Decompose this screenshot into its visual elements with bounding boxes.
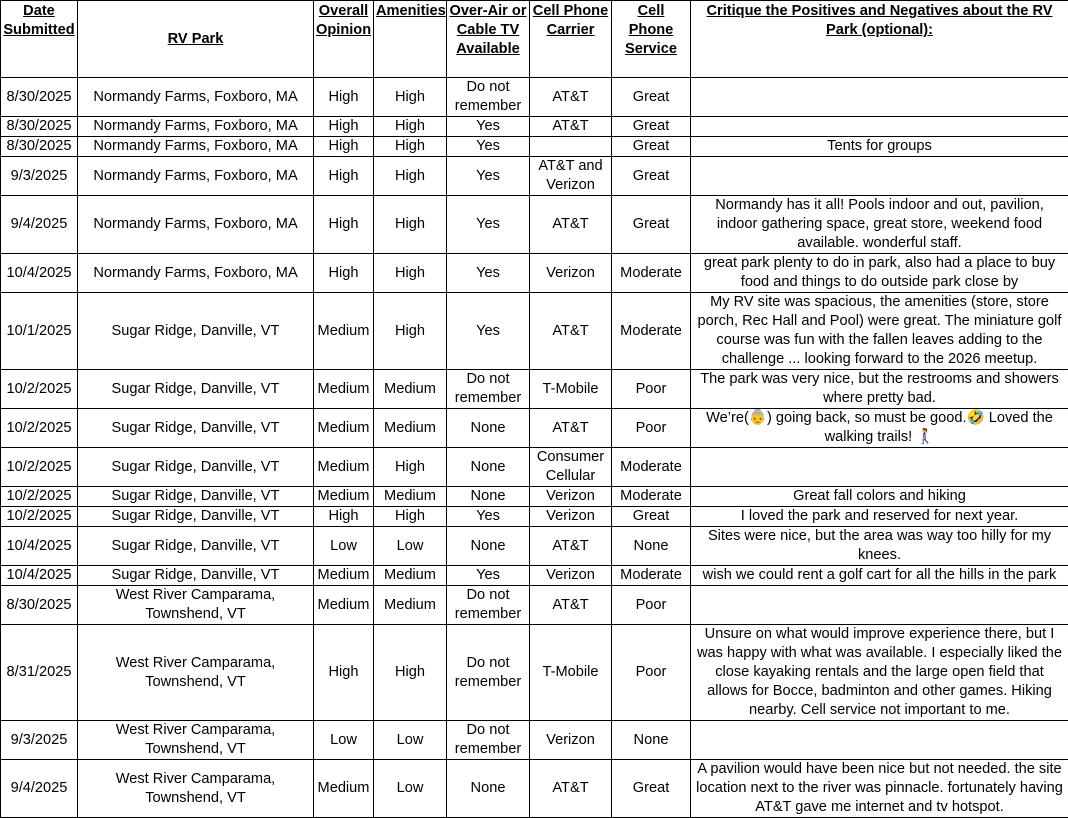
cell-tv: Yes — [447, 507, 530, 527]
cell-rv-park: Normandy Farms, Foxboro, MA — [78, 196, 314, 254]
cell-tv: Do not remember — [447, 721, 530, 760]
cell-service: Moderate — [612, 254, 691, 293]
cell-amenities: High — [374, 117, 447, 137]
cell-amenities: High — [374, 625, 447, 721]
cell-tv: Yes — [447, 293, 530, 370]
cell-date: 10/2/2025 — [1, 487, 78, 507]
cell-carrier: T-Mobile — [530, 370, 612, 409]
cell-carrier — [530, 137, 612, 157]
header-cell-service: Cell Phone Service — [612, 1, 691, 78]
cell-amenities: High — [374, 507, 447, 527]
cell-amenities: Low — [374, 760, 447, 818]
table-row — [1, 625, 1068, 721]
cell-amenities: High — [374, 137, 447, 157]
table-row — [1, 409, 1068, 448]
cell-service: None — [612, 527, 691, 566]
cell-service: Moderate — [612, 448, 691, 487]
cell-date: 10/4/2025 — [1, 254, 78, 293]
table-row — [1, 507, 1068, 527]
cell-tv: None — [447, 760, 530, 818]
cell-date: 10/2/2025 — [1, 448, 78, 487]
cell-critique — [691, 448, 1068, 487]
cell-overall-opinion: High — [314, 117, 374, 137]
cell-service: Great — [612, 78, 691, 117]
cell-carrier: Verizon — [530, 721, 612, 760]
cell-service: Great — [612, 137, 691, 157]
cell-amenities: Medium — [374, 566, 447, 586]
table-row — [1, 157, 1068, 196]
cell-overall-opinion: Medium — [314, 448, 374, 487]
header-tv: Over-Air or Cable TV Available — [447, 1, 530, 78]
cell-critique: Tents for groups — [691, 137, 1068, 157]
header-overall-opinion: Overall Opinion — [314, 1, 374, 78]
cell-date: 9/3/2025 — [1, 721, 78, 760]
cell-service: Great — [612, 157, 691, 196]
cell-date: 10/1/2025 — [1, 293, 78, 370]
header-cell-carrier: Cell Phone Carrier — [530, 1, 612, 78]
cell-carrier: AT&T — [530, 78, 612, 117]
cell-tv: Yes — [447, 566, 530, 586]
cell-date: 8/30/2025 — [1, 586, 78, 625]
cell-amenities: High — [374, 157, 447, 196]
cell-service: Poor — [612, 625, 691, 721]
cell-rv-park: Sugar Ridge, Danville, VT — [78, 487, 314, 507]
cell-critique: great park plenty to do in park, also had a place to buy food and things to do outside park close by — [691, 254, 1068, 293]
cell-amenities: High — [374, 448, 447, 487]
cell-tv: Yes — [447, 137, 530, 157]
cell-date: 10/2/2025 — [1, 507, 78, 527]
cell-amenities: Medium — [374, 409, 447, 448]
cell-carrier: AT&T and Verizon — [530, 157, 612, 196]
cell-critique: A pavilion would have been nice but not needed. the site location next to the river was pinnacle. fortunately having AT&T gave me internet and tv hotspot. — [691, 760, 1068, 818]
table-row — [1, 293, 1068, 370]
cell-overall-opinion: Low — [314, 721, 374, 760]
cell-carrier: AT&T — [530, 196, 612, 254]
cell-critique — [691, 721, 1068, 760]
cell-carrier: T-Mobile — [530, 625, 612, 721]
cell-amenities: High — [374, 78, 447, 117]
cell-rv-park: Sugar Ridge, Danville, VT — [78, 566, 314, 586]
cell-carrier: AT&T — [530, 117, 612, 137]
cell-carrier: Consumer Cellular — [530, 448, 612, 487]
cell-rv-park: West River Camparama, Townshend, VT — [78, 760, 314, 818]
cell-carrier: Verizon — [530, 254, 612, 293]
table-row — [1, 137, 1068, 157]
cell-overall-opinion: Medium — [314, 586, 374, 625]
header-amenities: Amenities — [374, 1, 447, 78]
cell-service: Moderate — [612, 487, 691, 507]
cell-overall-opinion: Medium — [314, 487, 374, 507]
cell-tv: None — [447, 487, 530, 507]
cell-date: 10/2/2025 — [1, 409, 78, 448]
cell-rv-park: Normandy Farms, Foxboro, MA — [78, 117, 314, 137]
cell-carrier: Verizon — [530, 487, 612, 507]
cell-overall-opinion: High — [314, 625, 374, 721]
cell-amenities: High — [374, 196, 447, 254]
cell-date: 8/30/2025 — [1, 117, 78, 137]
cell-tv: None — [447, 527, 530, 566]
cell-critique — [691, 157, 1068, 196]
cell-rv-park: Sugar Ridge, Danville, VT — [78, 370, 314, 409]
cell-overall-opinion: High — [314, 196, 374, 254]
cell-amenities: Medium — [374, 487, 447, 507]
cell-overall-opinion: Medium — [314, 370, 374, 409]
cell-tv: Do not remember — [447, 78, 530, 117]
cell-service: Moderate — [612, 566, 691, 586]
cell-tv: None — [447, 448, 530, 487]
cell-carrier: Verizon — [530, 507, 612, 527]
cell-overall-opinion: High — [314, 78, 374, 117]
cell-carrier: Verizon — [530, 566, 612, 586]
cell-overall-opinion: High — [314, 137, 374, 157]
cell-critique: Sites were nice, but the area was way too hilly for my knees. — [691, 527, 1068, 566]
table-row — [1, 586, 1068, 625]
cell-service: Poor — [612, 586, 691, 625]
cell-carrier: AT&T — [530, 409, 612, 448]
cell-tv: Do not remember — [447, 625, 530, 721]
cell-date: 9/4/2025 — [1, 760, 78, 818]
cell-date: 10/4/2025 — [1, 566, 78, 586]
cell-tv: Do not remember — [447, 370, 530, 409]
cell-overall-opinion: Low — [314, 527, 374, 566]
cell-service: Great — [612, 507, 691, 527]
cell-overall-opinion: High — [314, 157, 374, 196]
cell-critique: I loved the park and reserved for next year. — [691, 507, 1068, 527]
cell-amenities: High — [374, 293, 447, 370]
cell-date: 10/2/2025 — [1, 370, 78, 409]
cell-rv-park: West River Camparama, Townshend, VT — [78, 586, 314, 625]
cell-carrier: AT&T — [530, 760, 612, 818]
cell-tv: Yes — [447, 117, 530, 137]
cell-rv-park: Sugar Ridge, Danville, VT — [78, 448, 314, 487]
cell-overall-opinion: Medium — [314, 760, 374, 818]
cell-critique: My RV site was spacious, the amenities (store, store porch, Rec Hall and Pool) were great. The miniature golf course was fun with the fallen leaves adding to the challenge ... looking forward to the 2026 meetup. — [691, 293, 1068, 370]
cell-critique: wish we could rent a golf cart for all the hills in the park — [691, 566, 1068, 586]
cell-service: Poor — [612, 370, 691, 409]
cell-rv-park: West River Camparama, Townshend, VT — [78, 721, 314, 760]
cell-critique: Unsure on what would improve experience there, but I was happy with what was available. I especially liked the close kayaking rentals and the large open field that allows for Bocce, badminton and other games. Hiking nearby. Cell service not important to me. — [691, 625, 1068, 721]
cell-overall-opinion: Medium — [314, 293, 374, 370]
cell-amenities: Medium — [374, 370, 447, 409]
cell-rv-park: Normandy Farms, Foxboro, MA — [78, 137, 314, 157]
cell-service: None — [612, 721, 691, 760]
cell-overall-opinion: Medium — [314, 566, 374, 586]
table-row — [1, 78, 1068, 117]
cell-tv: Yes — [447, 254, 530, 293]
cell-date: 10/4/2025 — [1, 527, 78, 566]
cell-critique: Great fall colors and hiking — [691, 487, 1068, 507]
cell-critique — [691, 586, 1068, 625]
cell-date: 8/31/2025 — [1, 625, 78, 721]
table-row — [1, 487, 1068, 507]
cell-rv-park: Sugar Ridge, Danville, VT — [78, 507, 314, 527]
cell-service: Poor — [612, 409, 691, 448]
cell-amenities: High — [374, 254, 447, 293]
cell-tv: Yes — [447, 157, 530, 196]
cell-critique — [691, 117, 1068, 137]
cell-overall-opinion: High — [314, 254, 374, 293]
cell-date: 8/30/2025 — [1, 78, 78, 117]
cell-rv-park: Sugar Ridge, Danville, VT — [78, 409, 314, 448]
cell-tv: None — [447, 409, 530, 448]
cell-tv: Yes — [447, 196, 530, 254]
cell-carrier: AT&T — [530, 293, 612, 370]
cell-tv: Do not remember — [447, 586, 530, 625]
cell-critique — [691, 78, 1068, 117]
cell-overall-opinion: Medium — [314, 409, 374, 448]
cell-critique: Normandy has it all! Pools indoor and out, pavilion, indoor gathering space, great store, weekend food available. wonderful staff. — [691, 196, 1068, 254]
cell-amenities: Low — [374, 721, 447, 760]
cell-date: 9/4/2025 — [1, 196, 78, 254]
table-row — [1, 721, 1068, 760]
cell-critique: The park was very nice, but the restrooms and showers where pretty bad. — [691, 370, 1068, 409]
cell-date: 9/3/2025 — [1, 157, 78, 196]
cell-amenities: Medium — [374, 586, 447, 625]
table-row — [1, 370, 1068, 409]
cell-rv-park: West River Camparama, Townshend, VT — [78, 625, 314, 721]
table-row — [1, 527, 1068, 566]
cell-rv-park: Sugar Ridge, Danville, VT — [78, 527, 314, 566]
cell-amenities: Low — [374, 527, 447, 566]
cell-service: Great — [612, 760, 691, 818]
table-row — [1, 254, 1068, 293]
table-row — [1, 448, 1068, 487]
cell-critique: We’re(👵) going back, so must be good.🤣 Loved the walking trails! 🚶‍♀️ — [691, 409, 1068, 448]
cell-service: Great — [612, 196, 691, 254]
table-row — [1, 196, 1068, 254]
header-date: Date Submitted — [1, 1, 78, 78]
table-row — [1, 117, 1068, 137]
table-row — [1, 566, 1068, 586]
cell-carrier: AT&T — [530, 586, 612, 625]
header-critique: Critique the Positives and Negatives about the RV Park (optional): — [691, 1, 1068, 78]
cell-carrier: AT&T — [530, 527, 612, 566]
cell-rv-park: Normandy Farms, Foxboro, MA — [78, 157, 314, 196]
cell-date: 8/30/2025 — [1, 137, 78, 157]
cell-overall-opinion: High — [314, 507, 374, 527]
cell-rv-park: Normandy Farms, Foxboro, MA — [78, 254, 314, 293]
cell-rv-park: Sugar Ridge, Danville, VT — [78, 293, 314, 370]
header-rv-park: RV Park — [78, 1, 314, 78]
cell-service: Great — [612, 117, 691, 137]
cell-rv-park: Normandy Farms, Foxboro, MA — [78, 78, 314, 117]
table-row — [1, 760, 1068, 818]
header-row — [1, 1, 1068, 78]
cell-service: Moderate — [612, 293, 691, 370]
